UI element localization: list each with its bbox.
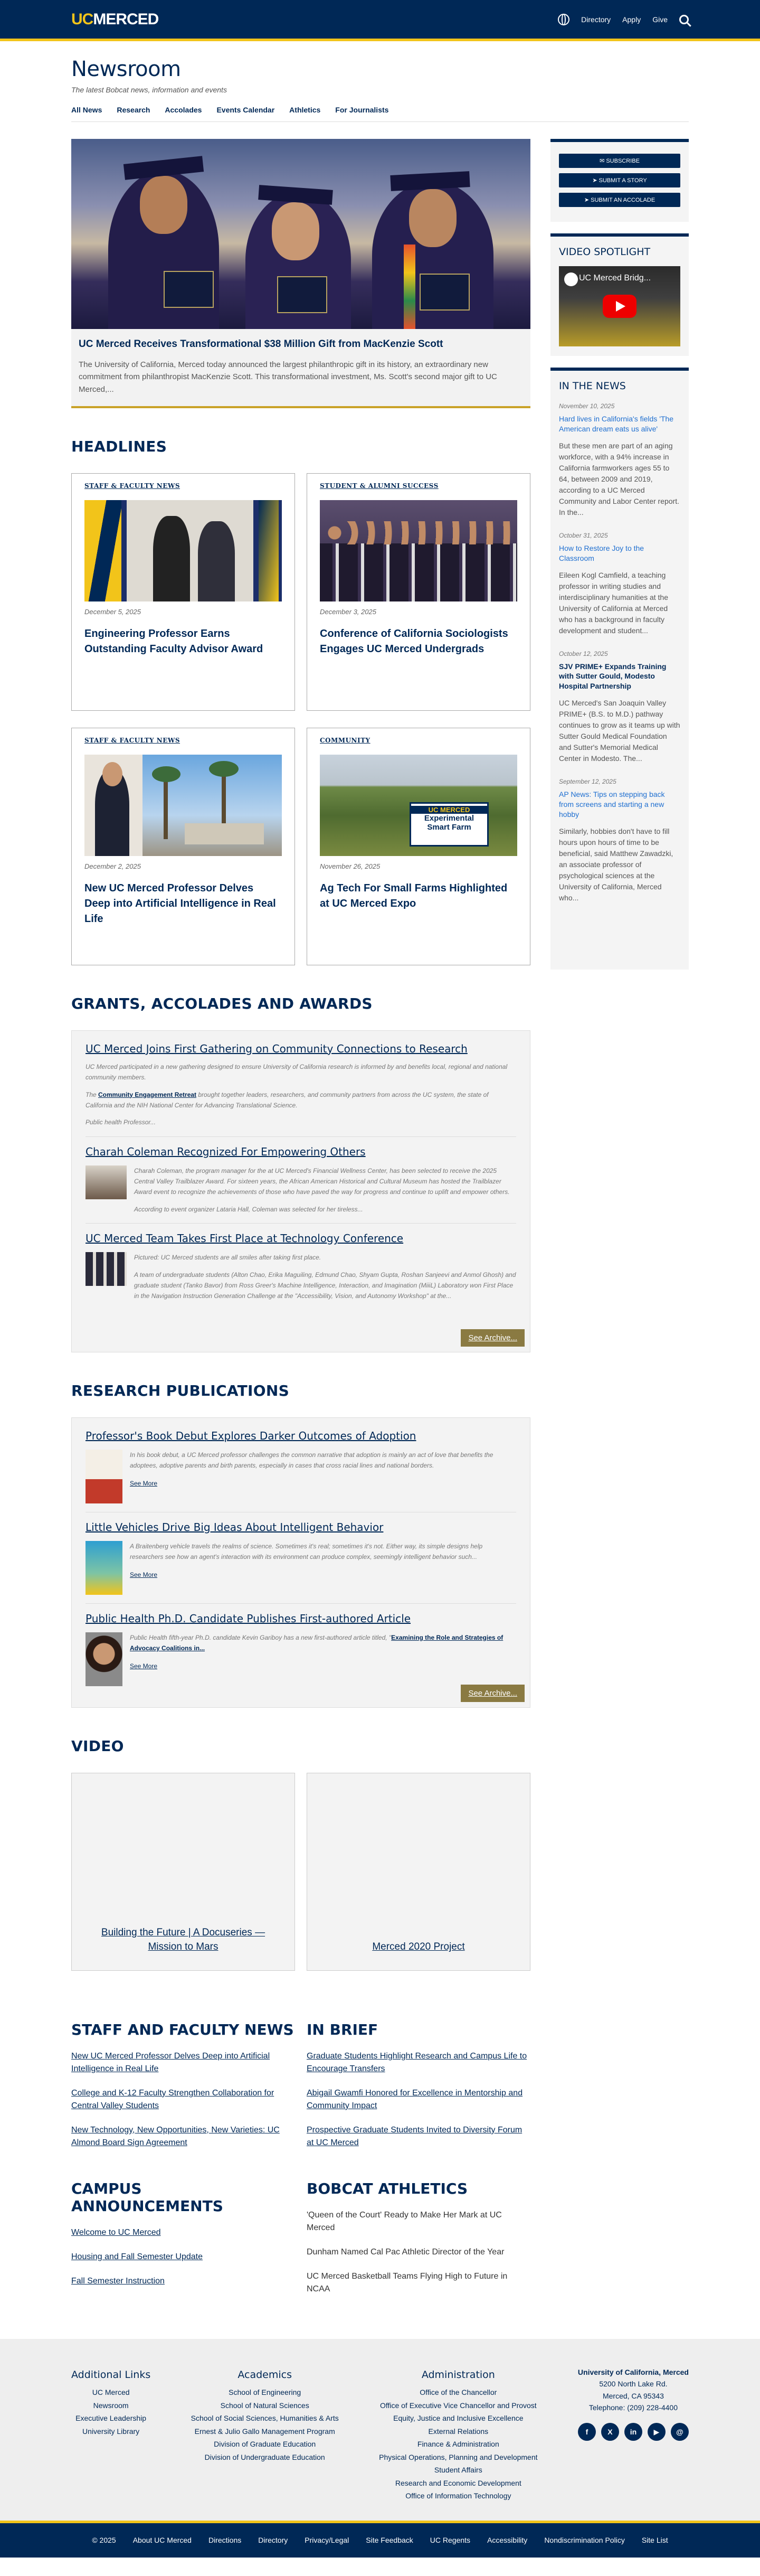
in-brief-heading: IN BRIEF <box>307 2020 378 2038</box>
grant-text: Charah Coleman, the program manager for the at UC Merced's Financial Wellness Center, has been selected to receive the 2025 Central Valley Trailblazer Award. For sixteen years, the African American Historical and Cultural Museum has hosted the Trailblazer Award event to recognize the achievements of those who have paved the way for progress and continue to uplift and empower others. <box>134 1167 510 1196</box>
brief-link[interactable]: Prospective Graduate Students Invited to Diversity Forum at UC Merced <box>307 2125 522 2147</box>
footer-link[interactable]: Office of the Chancellor <box>420 2388 497 2396</box>
footer-link[interactable]: Finance & Administration <box>417 2440 499 2448</box>
nav-for-journalists[interactable]: For Journalists <box>335 106 389 114</box>
research-item <box>86 1612 516 1686</box>
nav-accolades[interactable]: Accolades <box>165 106 202 114</box>
bottom-link-nondiscrimination[interactable]: Nondiscrimination Policy <box>544 2536 625 2544</box>
card-date: November 26, 2025 <box>320 862 381 870</box>
nav-athletics[interactable]: Athletics <box>289 106 321 114</box>
footer-link[interactable]: Research and Economic Development <box>395 2478 521 2487</box>
see-more-link[interactable]: See More <box>130 1479 158 1487</box>
video-grid <box>71 1773 530 1971</box>
youtube-icon[interactable]: ▶ <box>648 2423 666 2441</box>
video-card-title[interactable]: Merced 2020 Project <box>372 1941 465 1953</box>
in-brief <box>307 2021 530 2161</box>
research-see-archive-button[interactable]: See Archive... <box>461 1685 525 1702</box>
social-links <box>578 2423 689 2441</box>
bottom-link-feedback[interactable]: Site Feedback <box>366 2536 413 2544</box>
footer-additional-links <box>71 2366 150 2503</box>
card-date: December 2, 2025 <box>84 862 141 870</box>
bobcat-athletics <box>307 2180 530 2307</box>
submit-story-button[interactable]: ➤ SUBMIT A STORY <box>559 173 680 187</box>
grants-see-archive-button[interactable]: See Archive... <box>461 1329 525 1347</box>
news-item <box>559 402 680 518</box>
card-date: December 3, 2025 <box>320 607 376 616</box>
staff-faculty-heading: STAFF AND FACULTY NEWS <box>71 2020 294 2038</box>
research-text: Public Health fifth-year Ph.D. candidate Kevin Gariboy has a new first-authored article titled, "Examining the Role and Strategies of Advocacy Coalitions in... <box>130 1633 504 1652</box>
card-image[interactable] <box>320 500 517 601</box>
card-image[interactable] <box>320 755 517 856</box>
card-category[interactable]: STUDENT & ALUMNI SUCCESS <box>320 482 439 490</box>
brief-link[interactable]: Graduate Students Highlight Research and Campus Life to Encourage Transfers <box>307 2051 527 2073</box>
footer-academics <box>191 2366 339 2503</box>
bottom-link-directions[interactable]: Directions <box>208 2536 242 2544</box>
card-date: December 5, 2025 <box>84 607 141 616</box>
news-item <box>559 650 680 765</box>
top-links <box>558 14 689 25</box>
see-more-link[interactable]: See More <box>130 1571 158 1578</box>
card-title[interactable]: Ag Tech For Small Farms Highlighted at UC Merced Expo <box>320 882 508 909</box>
featured-summary: The University of California, Merced today announced the largest philanthropic gift in its history, an extraordinary new commitment from philanthropist MacKenzie Scott. This transformational investment, Ms. Scott's second major gift to UC Merced,... <box>79 360 497 394</box>
news-summary: Eileen Kogl Camfield, a teaching professor in writing studies and interdisciplinary humanities at the University of California at Merced who has a background in faculty development and student... <box>559 570 668 635</box>
featured-image[interactable] <box>71 139 530 329</box>
news-item <box>559 532 680 636</box>
subscribe-button[interactable]: ✉ SUBSCRIBE <box>559 154 680 168</box>
video-card-title[interactable]: Building the Future | A Docuseries — Mission to Mars <box>101 1926 265 1953</box>
headline-card[interactable] <box>71 728 295 965</box>
featured-title[interactable]: UC Merced Receives Transformational $38 Million Gift from MacKenzie Scott <box>79 339 443 350</box>
site-header <box>71 41 689 122</box>
card-image[interactable] <box>84 500 282 601</box>
news-link[interactable]: Hard lives in California's fields 'The American dream eats us alive' <box>559 415 673 433</box>
sidebar <box>550 139 689 1708</box>
news-item <box>559 778 680 904</box>
grant-text: UC Merced participated in a new gathering designed to ensure University of California research is informed by and benefits local, regional and national community members. <box>86 1063 508 1082</box>
site-tagline: The latest Bobcat news, information and events <box>71 86 227 94</box>
grant-thumbnail[interactable] <box>86 1252 127 1286</box>
announcements-athletics <box>71 2180 530 2307</box>
bottom-link-site-list[interactable]: Site List <box>641 2536 668 2544</box>
top-link-apply[interactable]: Apply <box>622 15 641 24</box>
phone-number[interactable]: Telephone: (209) 228-4400 <box>588 2403 678 2412</box>
footer-link[interactable]: University Library <box>82 2427 140 2436</box>
card-category[interactable]: COMMUNITY <box>320 736 370 744</box>
research-title[interactable]: Little Vehicles Drive Big Ideas About Intelligent Behavior <box>86 1520 384 1534</box>
facebook-icon[interactable]: f <box>578 2423 596 2441</box>
footer-heading: Administration <box>421 2368 495 2381</box>
footer-link[interactable]: School of Social Sciences, Humanities & Arts <box>191 2414 339 2422</box>
news-date: October 31, 2025 <box>559 531 608 539</box>
footer-link[interactable]: Student Affairs <box>434 2466 482 2474</box>
headlines-heading: HEADLINES <box>71 437 167 455</box>
card-title[interactable]: Conference of California Sociologists Engages UC Merced Undergrads <box>320 627 508 655</box>
x-icon[interactable]: X <box>601 2423 619 2441</box>
threads-icon[interactable]: @ <box>671 2423 689 2441</box>
nav-research[interactable]: Research <box>117 106 150 114</box>
news-summary: But these men are part of an aging workforce, with a 94% increase in California farmworkers ages 55 to 64, between 2009 and 2019, according to a UC Merced Community and Labor Center report. In the... <box>559 441 679 516</box>
grant-item <box>86 1042 516 1128</box>
footer-link[interactable]: External Relations <box>428 2427 489 2436</box>
grant-text: A team of undergraduate students (Alton Chao, Erika Maguiling, Edmund Chao, Shyam Gupta, Roshan Sanjeevi and Anmol Ghosh) and graduate student (Tanko Bavor) from Ross Greer's Machine Intelligence, Interaction, and Imagination (MiiiL) Laboratory won First Place in the Navigation Instruction Generation Challenge at the "Accessibility, Vision, and Autonomy Workshop" at the... <box>134 1271 516 1300</box>
research-item <box>86 1430 516 1503</box>
grants-heading: GRANTS, ACCOLADES AND AWARDS <box>71 994 373 1012</box>
video-heading: VIDEO <box>71 1737 124 1755</box>
video-spotlight <box>550 233 689 356</box>
grant-thumbnail[interactable] <box>86 1165 127 1199</box>
main-nav <box>71 106 689 122</box>
in-the-news <box>550 368 689 970</box>
grant-item <box>86 1232 516 1302</box>
video-title[interactable]: UC Merced Bridg... <box>579 274 651 283</box>
footer-heading: Additional Links <box>71 2368 151 2381</box>
research-heading: RESEARCH PUBLICATIONS <box>71 1381 290 1399</box>
card-category[interactable]: STAFF & FACULTY NEWS <box>84 736 180 744</box>
spotlight-video[interactable] <box>559 266 680 346</box>
grant-text: According to event organizer Lataria Hall, Coleman was selected for her tireless... <box>134 1205 363 1213</box>
footer-link[interactable]: Division of Undergraduate Education <box>204 2452 325 2461</box>
footer-link[interactable]: Newsroom <box>93 2401 129 2410</box>
in-the-news-heading: IN THE NEWS <box>559 380 626 392</box>
news-summary: Similarly, hobbies don't have to fill hours upon hours of time to be beneficial, said Matthew Zawadzki, an associate professor of psychological sciences at the University of California, Merced who... <box>559 826 673 902</box>
research-text: In his book debut, a UC Merced professor challenges the common narrative that adoption is mainly an act of love that benefits the adoptees, adoptive parents and birth parents, especially in cases that cross racial lines and national borders. <box>130 1451 493 1470</box>
research-thumbnail[interactable] <box>86 1450 122 1503</box>
bottom-link-about[interactable]: About UC Merced <box>132 2536 192 2544</box>
headline-card[interactable] <box>71 473 295 711</box>
video-card[interactable] <box>307 1773 530 1971</box>
top-link-directory[interactable]: Directory <box>581 15 611 24</box>
grant-title[interactable]: UC Merced Joins First Gathering on Community Connections to Research <box>86 1042 468 1055</box>
video-card[interactable] <box>71 1773 295 1971</box>
footer-administration <box>379 2366 537 2503</box>
grant-text: Public health Professor... <box>86 1118 156 1126</box>
article-link[interactable]: Examining the Role and Strategies of Advocacy Coalitions in... <box>130 1633 504 1652</box>
bottom-link-accessibility[interactable]: Accessibility <box>487 2536 528 2544</box>
sidebar-actions <box>550 139 689 222</box>
card-category[interactable]: STAFF & FACULTY NEWS <box>84 482 180 490</box>
staff-news-link[interactable]: College and K-12 Faculty Strengthen Collaboration for Central Valley Students <box>71 2088 274 2110</box>
bottom-link-directory[interactable]: Directory <box>258 2536 288 2544</box>
channel-avatar <box>564 272 578 286</box>
footer-link[interactable]: Equity, Justice and Inclusive Excellence <box>393 2414 524 2422</box>
news-date: October 12, 2025 <box>559 650 608 657</box>
sign-line-2: Experimental <box>424 813 474 823</box>
grant-text: Pictured: UC Merced students are all smiles after taking first place. <box>134 1254 321 1262</box>
bottom-link-regents[interactable]: UC Regents <box>430 2536 471 2544</box>
search-icon[interactable] <box>679 15 689 24</box>
research-text: A Braitenberg vehicle travels the realms of science. Sometimes it's real; sometimes it's not. Either way, its simple designs help researchers see how an agent's interaction with its environment can produce complex, seemingly intelligent behavior such... <box>130 1542 483 1561</box>
card-title[interactable]: New UC Merced Professor Delves Deep into Artificial Intelligence in Real Life <box>84 882 276 925</box>
uc-merced-logo[interactable] <box>71 11 158 29</box>
globe-icon[interactable] <box>558 14 569 25</box>
news-link[interactable]: How to Restore Joy to the Classroom <box>559 543 644 562</box>
research-title[interactable]: Public Health Ph.D. Candidate Publishes First-authored Article <box>86 1612 411 1625</box>
staff-news-link[interactable]: New UC Merced Professor Delves Deep into Artificial Intelligence in Real Life <box>71 2051 270 2073</box>
announcement-link[interactable]: Housing and Fall Semester Update <box>71 2252 203 2261</box>
athletics-item[interactable]: UC Merced Basketball Teams Flying High to Future in NCAA <box>307 2271 508 2293</box>
bottom-bar <box>0 2521 760 2558</box>
card-image[interactable] <box>84 755 282 856</box>
bottom-link-privacy[interactable]: Privacy/Legal <box>305 2536 349 2544</box>
main-column <box>71 139 530 1708</box>
city-address: Merced, CA 95343 <box>602 2391 664 2400</box>
card-title[interactable]: Engineering Professor Earns Outstanding Faculty Advisor Award <box>84 627 263 655</box>
athletics-item[interactable]: 'Queen of the Court' Ready to Make Her Mark at UC Merced <box>307 2210 502 2232</box>
headline-card[interactable] <box>307 473 530 711</box>
campus-announcements-heading: CAMPUS ANNOUNCEMENTS <box>71 2179 223 2215</box>
logo-merced: MERCED <box>93 10 159 28</box>
featured-story[interactable] <box>71 139 530 408</box>
grant-text: The Community Engagement Retreat brought together leaders, researchers, and community partners from across the UC system, the state of California and the NIH National Center for Advancing Translational Science. <box>86 1090 489 1109</box>
news-summary: UC Merced's San Joaquin Valley PRIME+ (B.S. to M.D.) pathway continues to grow as it teams up with Sutter Gould Medical Foundation and Sutter's Memorial Medical Center in Modesto. The... <box>559 699 680 763</box>
top-bar <box>0 0 760 41</box>
headline-card[interactable] <box>307 728 530 965</box>
news-link[interactable]: AP News: Tips on stepping back from screens and starting a new hobby <box>559 790 665 819</box>
logo-uc: UC <box>71 10 93 28</box>
news-date: September 12, 2025 <box>559 778 616 786</box>
research-title[interactable]: Professor's Book Debut Explores Darker Outcomes of Adoption <box>86 1429 416 1442</box>
bobcat-athletics-heading: BOBCAT ATHLETICS <box>307 2179 468 2197</box>
nav-events-calendar[interactable]: Events Calendar <box>216 106 275 114</box>
grants-panel <box>71 1030 530 1352</box>
community-engagement-retreat-link[interactable]: Community Engagement Retreat <box>98 1090 197 1098</box>
grant-item <box>86 1145 516 1215</box>
video-spotlight-heading: VIDEO SPOTLIGHT <box>559 246 651 258</box>
athletics-item[interactable]: Dunham Named Cal Pac Athletic Director of the Year <box>307 2247 505 2257</box>
footer <box>0 2339 760 2521</box>
announcement-link[interactable]: Welcome to UC Merced <box>71 2227 161 2237</box>
footer-link[interactable]: School of Engineering <box>229 2388 301 2396</box>
footer-link[interactable]: Ernest & Julio Gallo Management Program <box>194 2427 335 2436</box>
footer-link[interactable]: Executive Leadership <box>75 2414 147 2422</box>
grant-title[interactable]: Charah Coleman Recognized For Empowering Others <box>86 1145 366 1158</box>
university-name: University of California, Merced <box>577 2367 689 2376</box>
news-lists <box>71 2021 530 2161</box>
staff-news-link[interactable]: New Technology, New Opportunities, New Varieties: UC Almond Board Sign Agreement <box>71 2125 280 2147</box>
research-thumbnail[interactable] <box>86 1541 122 1595</box>
sign-line-3: Smart Farm <box>427 822 471 832</box>
see-more-link[interactable]: See More <box>130 1662 158 1670</box>
nav-all-news[interactable]: All News <box>71 106 102 114</box>
headlines-grid <box>71 473 530 965</box>
staff-faculty-news <box>71 2021 295 2161</box>
research-panel <box>71 1417 530 1708</box>
footer-heading: Academics <box>238 2368 292 2381</box>
research-thumbnail[interactable] <box>86 1632 122 1686</box>
sign-line-1: UC MERCED <box>411 806 487 814</box>
copyright: © 2025 <box>92 2536 116 2544</box>
research-item <box>86 1521 516 1595</box>
footer-link[interactable]: Office of Information Technology <box>405 2492 511 2500</box>
street-address: 5200 North Lake Rd. <box>599 2380 668 2389</box>
top-link-give[interactable]: Give <box>652 15 668 24</box>
announcement-link[interactable]: Fall Semester Instruction <box>71 2276 165 2286</box>
news-link[interactable]: SJV PRIME+ Expands Training with Sutter Gould, Modesto Hospital Partnership <box>559 662 667 691</box>
site-title[interactable]: Newsroom <box>71 57 181 81</box>
grant-title[interactable]: UC Merced Team Takes First Place at Technology Conference <box>86 1232 404 1245</box>
brief-link[interactable]: Abigail Gwamfi Honored for Excellence in Mentorship and Community Impact <box>307 2088 523 2110</box>
footer-link[interactable]: UC Merced <box>92 2388 130 2396</box>
footer-link[interactable]: Division of Graduate Education <box>214 2440 316 2448</box>
campus-announcements <box>71 2180 295 2307</box>
footer-link[interactable]: School of Natural Sciences <box>220 2401 309 2410</box>
footer-link[interactable]: Physical Operations, Planning and Development <box>379 2452 538 2461</box>
play-icon[interactable] <box>603 295 636 318</box>
submit-accolade-button[interactable]: ➤ SUBMIT AN ACCOLADE <box>559 193 680 207</box>
footer-link[interactable]: Office of Executive Vice Chancellor and Provost <box>379 2401 537 2410</box>
footer-address <box>578 2366 689 2503</box>
news-date: November 10, 2025 <box>559 402 615 410</box>
smart-farm-sign <box>410 802 489 847</box>
linkedin-icon[interactable]: in <box>624 2423 642 2441</box>
